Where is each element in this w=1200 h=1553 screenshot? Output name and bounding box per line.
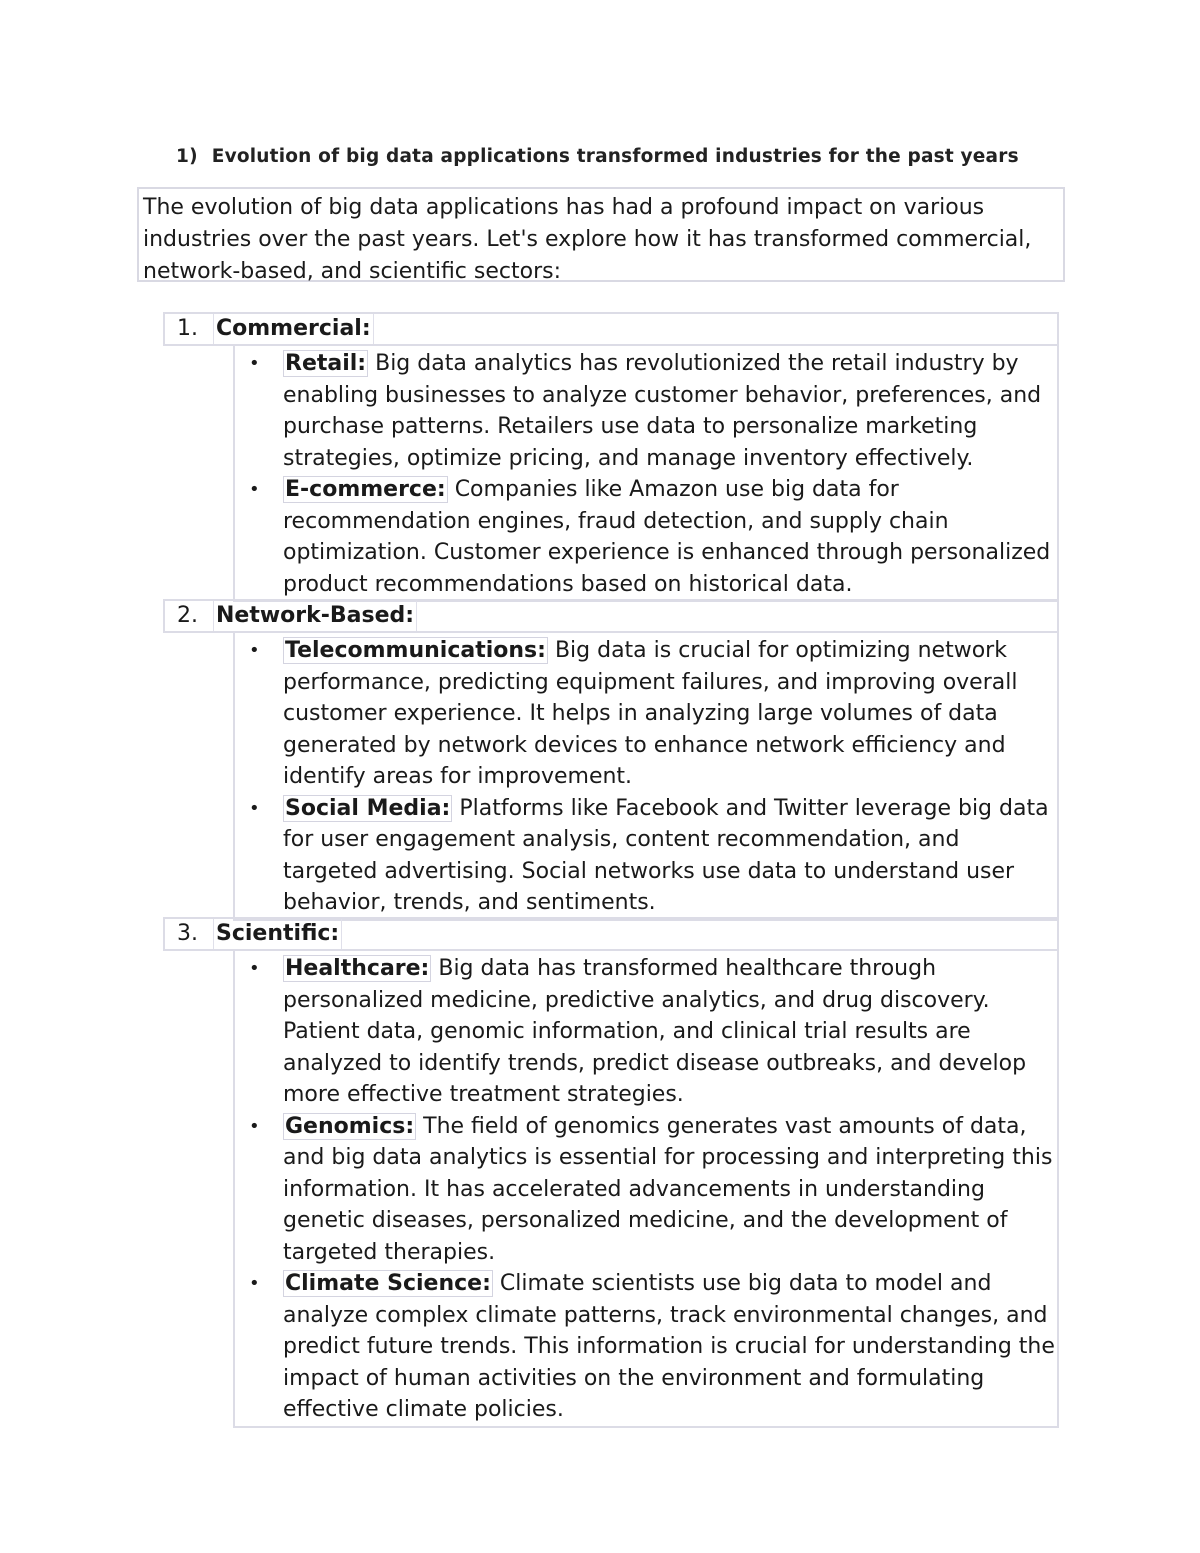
bullet-text: Companies like Amazon use big data for recommendation engines, fraud detection, and supply chain optimization. Customer experience is enhanced through personalized product recommendations based on historical data.	[283, 477, 1051, 597]
list-item-social-media	[235, 793, 1057, 919]
intro-paragraph: The evolution of big data applications has had a profound impact on various industries over the past years. Let's explore how it has transformed commercial, network-based, and scientific sectors:	[137, 187, 1065, 282]
bullet-text: Big data has transformed healthcare through personalized medicine, predictive analytics, and drug discovery. Patient data, genomic information, and clinical trial results are analyzed to identify trends, predict disease outbreaks, and develop more effective treatment strategies.	[283, 956, 1027, 1107]
section-title-row	[163, 917, 1059, 951]
bullet-label: Telecommunications:	[285, 638, 546, 663]
bullet-icon: •	[249, 479, 260, 500]
list-item-climate-science	[235, 1268, 1057, 1426]
section-number: 2.	[177, 603, 198, 628]
section-number: 3.	[177, 921, 198, 946]
heading-text: Evolution of big data applications transformed industries for the past years	[211, 146, 1019, 167]
section-title: Commercial:	[213, 314, 374, 344]
bullet-label: Climate Science:	[285, 1271, 491, 1296]
bullet-list	[233, 633, 1059, 921]
bullet-text: Platforms like Facebook and Twitter leverage big data for user engagement analysis, content recommendation, and targeted advertising. Social networks use data to understand user behavior, trends, and sentiments.	[283, 795, 1049, 915]
section-title-row	[163, 312, 1059, 346]
section-scientific	[163, 917, 1059, 1428]
bullet-icon: •	[249, 958, 260, 979]
bullet-icon: •	[249, 797, 260, 819]
section-heading	[176, 146, 1019, 167]
bullet-icon: •	[249, 1273, 260, 1294]
bullet-list	[233, 951, 1059, 1428]
bullet-label: Retail:	[285, 351, 367, 376]
list-item-retail	[235, 348, 1057, 474]
section-title: Scientific:	[213, 919, 342, 949]
bullet-label: Genomics:	[285, 1113, 415, 1139]
bullet-icon: •	[249, 640, 260, 661]
bullet-icon: •	[249, 353, 260, 374]
bullet-icon: •	[249, 1115, 260, 1137]
bullet-list	[233, 346, 1059, 602]
bullet-text: The field of genomics generates vast amounts of data, and big data analytics is essential for processing and interpreting this information. It has accelerated advancements in understanding genetic diseases, personalized medicine, and the development of targeted therapies.	[283, 1113, 1053, 1265]
bullet-text: Big data analytics has revolutionized the retail industry by enabling businesses to analyze customer behavior, preferences, and purchase patterns. Retailers use data to personalize marketing strategies, optimize pricing, and manage inventory effectively.	[283, 351, 1042, 471]
section-commercial	[163, 312, 1059, 602]
list-item-telecommunications	[235, 635, 1057, 793]
bullet-label: Healthcare:	[285, 956, 430, 981]
bullet-label: E-commerce:	[285, 477, 446, 502]
list-item-ecommerce	[235, 474, 1057, 600]
bullet-label: Social Media:	[285, 795, 451, 821]
section-title: Network-Based:	[213, 601, 417, 631]
list-item-healthcare	[235, 953, 1057, 1111]
heading-number: 1)	[176, 146, 198, 167]
bullet-text: Big data is crucial for optimizing network performance, predicting equipment failures, and improving overall customer experience. It helps in analyzing large volumes of data generated by network devices to enhance network efficiency and identify areas for improvement.	[283, 638, 1018, 789]
section-title-row	[163, 599, 1059, 633]
bullet-text: Climate scientists use big data to model and analyze complex climate patterns, track environmental changes, and predict future trends. This information is crucial for understanding the impact of human activities on the environment and formulating effective climate policies.	[283, 1271, 1055, 1422]
section-number: 1.	[177, 316, 198, 341]
list-item-genomics	[235, 1111, 1057, 1269]
section-network-based	[163, 599, 1059, 921]
